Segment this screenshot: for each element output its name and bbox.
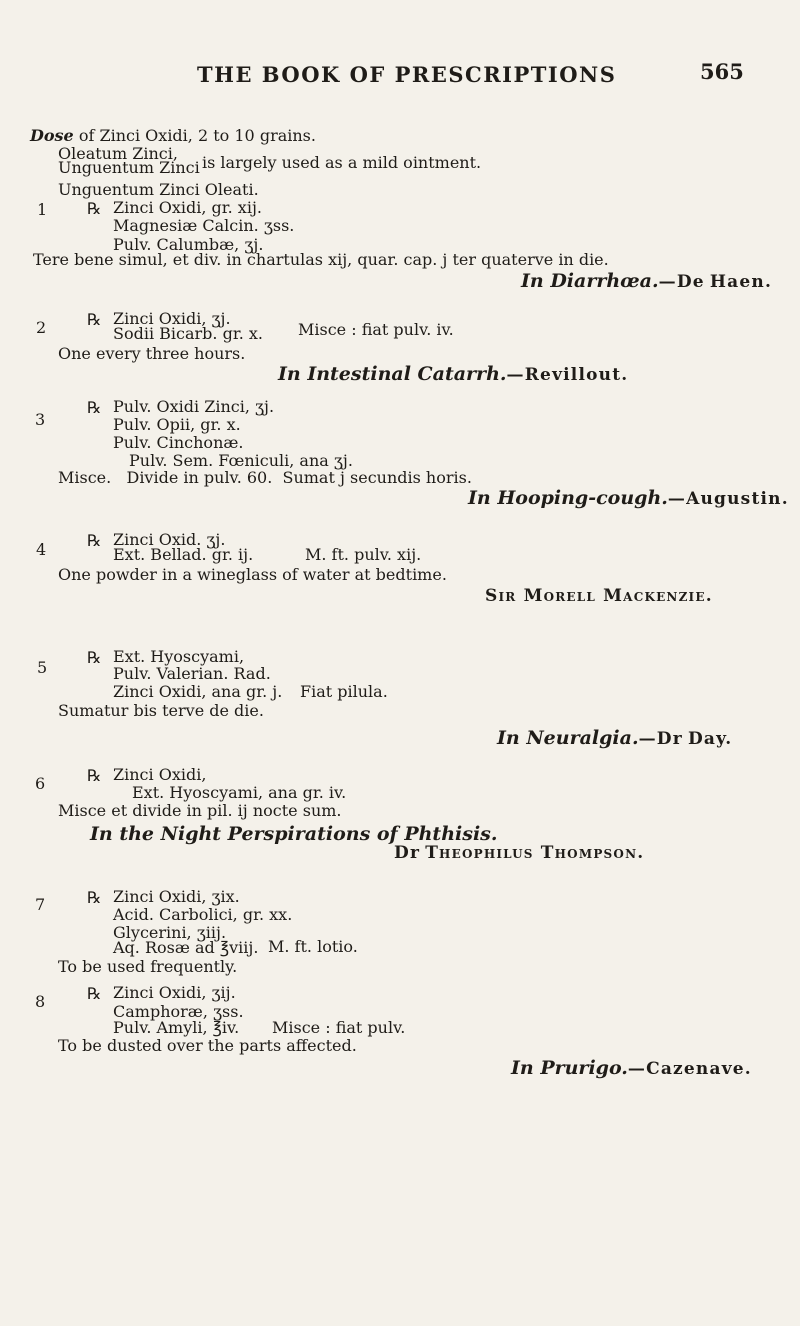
rx-6-condition: In the Night Perspirations of Phthisis. (90, 823, 498, 845)
rx-4-ingredient: Ext. Bellad. gr. ij. (113, 545, 254, 564)
rx-7-ingredient: Aq. Rosæ ad ℥viij. (113, 938, 259, 957)
rx-1-attribution (521, 270, 772, 292)
oleatum-description: is largely used as a mild ointment. (202, 153, 482, 172)
rx-symbol: ℞ (87, 766, 102, 785)
rx-4-inline-direction: M. ft. pulv. xij. (305, 545, 422, 564)
rx-7-directions: To be used frequently. (58, 957, 238, 976)
rx-6-author: Theophilus Thompson. (425, 843, 645, 863)
rx-1-ingredient: Zinci Oxidi, gr. xij. (113, 198, 262, 217)
rx-8-ingredient: Zinci Oxidi, ʒij. (113, 983, 236, 1002)
rx-2-number: 2 (36, 318, 47, 337)
rx-5-inline-direction: Fiat pilula. (300, 682, 388, 701)
rx-1-author: Haen. (709, 272, 773, 292)
rx-8-author: Cazenave. (646, 1059, 752, 1079)
rx-2-attribution (278, 363, 628, 385)
rx-2-ingredient: Zinci Oxidi, ʒj. (113, 309, 231, 328)
rx-3-ingredient: Pulv. Sem. Fœniculi, ana ʒj. (129, 451, 353, 470)
rx-8-number: 8 (35, 992, 46, 1011)
rx-4-ingredient: Zinci Oxid. ʒj. (113, 530, 226, 549)
rx-2-condition: In Intestinal Catarrh. (278, 363, 507, 385)
dose-text: of Zinci Oxidi, 2 to 10 grains. (78, 126, 316, 145)
running-header: THE BOOK OF PRESCRIPTIONS (197, 62, 617, 87)
rx-3-attribution (468, 487, 789, 509)
rx-symbol: ℞ (87, 398, 102, 417)
rx-1-number: 1 (37, 200, 48, 219)
rx-5-directions: Sumatur bis terve de die. (58, 701, 264, 720)
rx-7-number: 7 (35, 895, 46, 914)
rx-2-ingredient: Sodii Bicarb. gr. x. (113, 324, 264, 343)
rx-8-inline-direction: Misce : fiat pulv. (272, 1018, 406, 1037)
rx-5-ingredient: Ext. Hyoscyami, (113, 647, 245, 666)
rx-5-condition: In Neuralgia. (497, 727, 639, 749)
rx-3-ingredient: Pulv. Cinchonæ. (113, 433, 244, 452)
rx-3-ingredient: Pulv. Oxidi Zinci, ʒj. (113, 397, 275, 416)
rx-symbol: ℞ (87, 984, 102, 1003)
rx-3-author: Augustin. (686, 489, 789, 509)
rx-symbol: ℞ (87, 531, 102, 550)
rx-8-directions: To be dusted over the parts affected. (58, 1036, 357, 1055)
rx-6-ingredient: Ext. Hyoscyami, ana gr. iv. (132, 783, 347, 802)
rx-2-directions: One every three hours. (58, 344, 246, 363)
oleatum-label-2: Unguentum Zinci (58, 158, 200, 177)
rx-3-condition: In Hooping-cough. (468, 487, 668, 509)
rx-6-number: 6 (35, 774, 46, 793)
rx-8-ingredient: Camphoræ, ʒss. (113, 1002, 244, 1021)
dose-line (30, 127, 316, 145)
rx-symbol: ℞ (87, 888, 102, 907)
rx-6-ingredient: Zinci Oxidi, (113, 765, 207, 784)
rx-6-attribution (394, 843, 644, 863)
rx-3-directions: Misce. Divide in pulv. 60. Sumat j secundis horis. (58, 468, 472, 487)
rx-1-directions: Tere bene simul, et div. in chartulas xij, quar. cap. j ter quaterve in die. (33, 250, 609, 269)
oleatum-label-1: Oleatum Zinci, (58, 144, 178, 163)
rx-3-author-prefix: — (667, 489, 687, 509)
rx-2-inline-direction: Misce : fiat pulv. iv. (298, 320, 454, 339)
rx-1-ingredient: Magnesiæ Calcin. ʒss. (113, 216, 295, 235)
rx-3-number: 3 (35, 410, 46, 429)
rx-4-directions: One powder in a wineglass of water at bedtime. (58, 565, 447, 584)
page-number: 565 (700, 59, 744, 84)
rx-5-number: 5 (37, 658, 48, 677)
rx-7-ingredient: Acid. Carbolici, gr. xx. (113, 905, 293, 924)
rx-symbol: ℞ (87, 199, 102, 218)
rx-5-author: Day. (687, 729, 733, 749)
rx-2-author: Revillout. (524, 365, 629, 385)
rx-6-author-prefix: Dr (394, 843, 421, 863)
rx-symbol: ℞ (87, 648, 102, 667)
rx-7-ingredient: Glycerini, ʒiij. (113, 923, 227, 942)
rx-8-attribution (511, 1057, 752, 1079)
rx-5-author-prefix: —Dr (638, 729, 683, 749)
rx-5-ingredient: Zinci Oxidi, ana gr. j. (113, 682, 283, 701)
rx-2-author-prefix: — (506, 365, 525, 385)
unguentum-line: Unguentum Zinci Oleati. (58, 180, 259, 199)
rx-1-ingredient: Pulv. Calumbæ, ʒj. (113, 235, 264, 254)
rx-7-inline-direction: M. ft. lotio. (268, 937, 358, 956)
rx-3-ingredient: Pulv. Opii, gr. x. (113, 415, 241, 434)
rx-8-condition: In Prurigo. (511, 1057, 628, 1079)
rx-8-ingredient: Pulv. Amyli, ℥iv. (113, 1018, 240, 1037)
rx-1-author-prefix: —De (658, 272, 705, 292)
rx-4-number: 4 (36, 540, 47, 559)
rx-1-condition: In Diarrhœa. (521, 270, 659, 292)
dose-label: Dose (30, 126, 74, 145)
rx-symbol: ℞ (87, 310, 102, 329)
rx-8-author-prefix: — (627, 1059, 647, 1079)
rx-6-directions: Misce et divide in pil. ij nocte sum. (58, 801, 342, 820)
rx-7-ingredient: Zinci Oxidi, ʒix. (113, 887, 240, 906)
rx-5-ingredient: Pulv. Valerian. Rad. (113, 664, 271, 683)
rx-4-author: Sir Morell Mackenzie. (485, 586, 713, 606)
rx-5-attribution (497, 727, 732, 749)
